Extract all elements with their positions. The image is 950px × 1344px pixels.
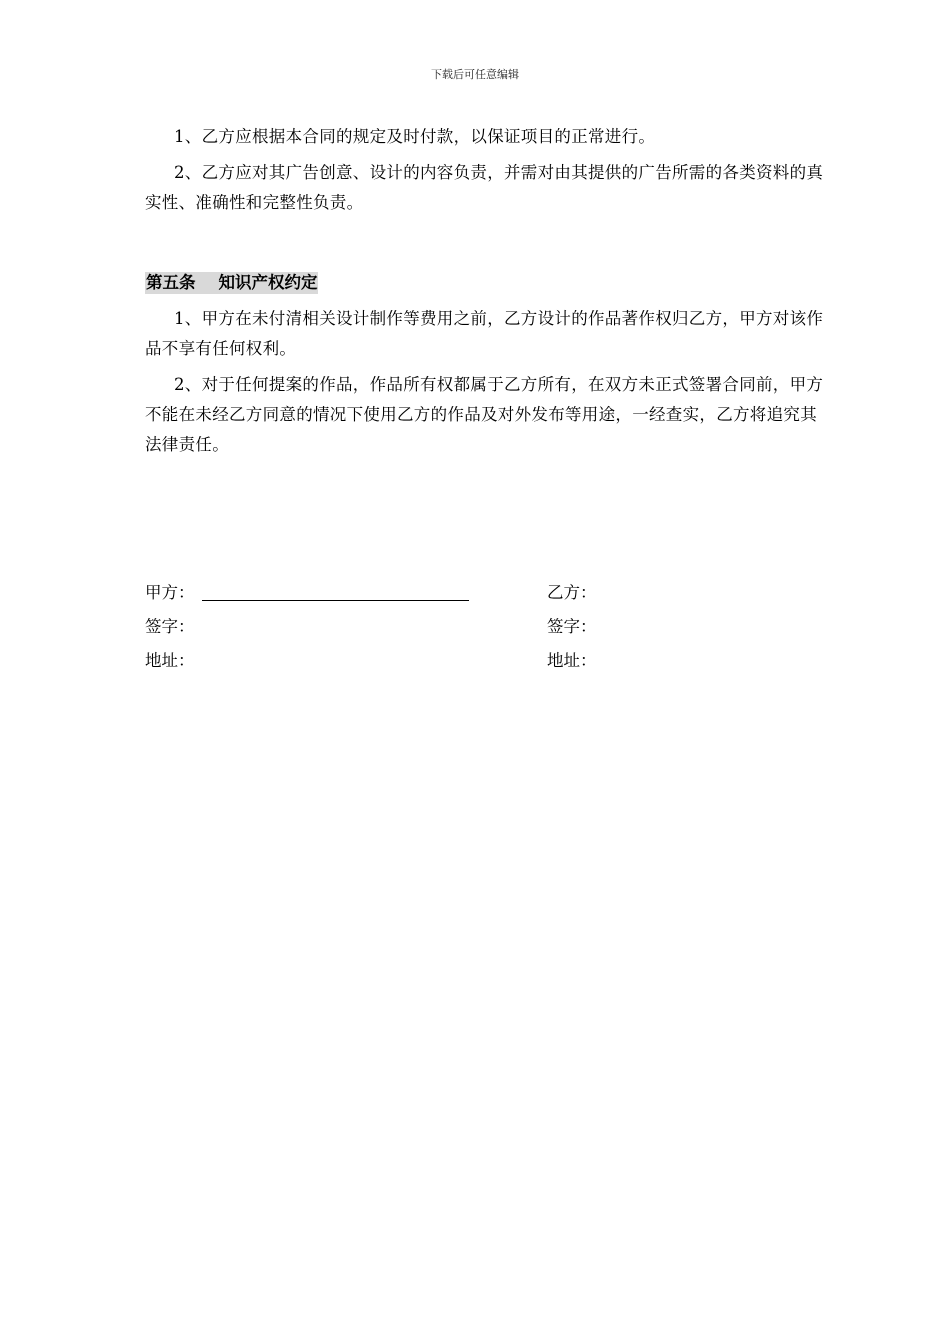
page-header: 下载后可任意编辑 — [431, 68, 519, 81]
party-b-sign-label: 签字： — [547, 617, 597, 636]
party-a-address-label: 地址： — [145, 651, 195, 670]
ip-paragraph-2: 2、对于任何提案的作品，作品所有权都属于乙方所有，在双方未正式签署合同前，甲方不能在未经乙方同意的情况下使用乙方的作品及对外发布等用途，一经查实，乙方将追究其法律责任。 — [145, 375, 824, 454]
signature-row-party — [145, 578, 825, 612]
section-five-heading: 第五条 知识产权约定 — [146, 273, 318, 292]
party-a-underline — [202, 600, 469, 601]
obligation-paragraph-1: 1、乙方应根据本合同的规定及时付款，以保证项目的正常进行。 — [174, 127, 656, 146]
obligation-paragraph-2: 2、乙方应对其广告创意、设计的内容负责，并需对由其提供的广告所需的各类资料的真实性、准确性和完整性负责。 — [145, 163, 824, 212]
section-spacer — [145, 218, 825, 272]
ip-paragraph-1: 1、甲方在未付清相关设计制作等费用之前，乙方设计的作品著作权归乙方，甲方对该作品不享有任何权利。 — [145, 309, 824, 358]
signature-row-sign — [145, 612, 825, 646]
signature-block — [145, 578, 825, 680]
party-a-label: 甲方： — [145, 583, 195, 602]
party-b-label: 乙方： — [547, 583, 597, 602]
document-body — [145, 122, 825, 460]
party-b-address-label: 地址： — [547, 651, 597, 670]
section-five-heading-row — [145, 272, 825, 300]
party-a-sign-label: 签字： — [145, 617, 195, 636]
signature-row-address — [145, 646, 825, 680]
